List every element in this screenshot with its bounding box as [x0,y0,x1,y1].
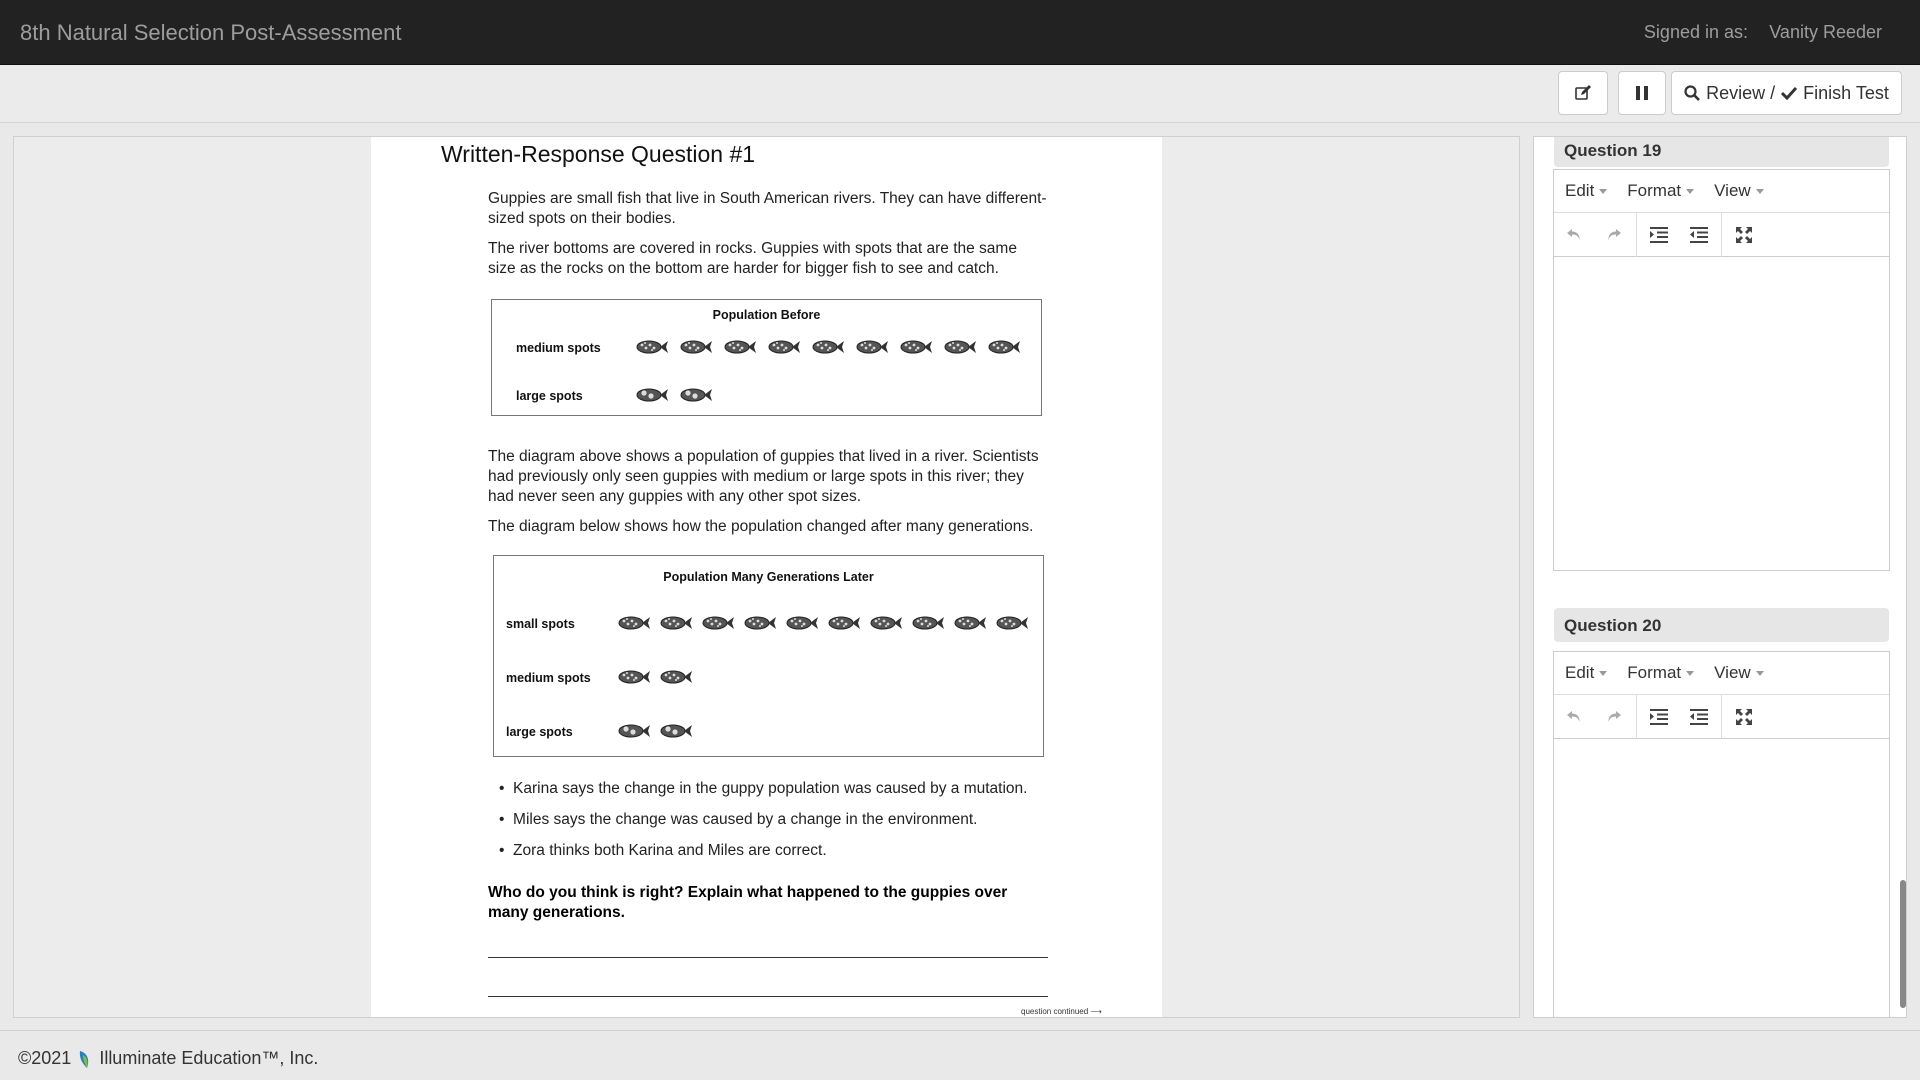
arrow-right-icon: ⟶ [1090,1007,1102,1016]
row-label: small spots [506,617,575,631]
guppy-fish-icon [660,724,693,738]
copyright: ©2021 [18,1048,72,1068]
row-label: medium spots [506,671,591,685]
intro-paragraph-1: Guppies are small fish that live in South American rivers. They can have different-sized spots on their bodies. [488,190,1047,227]
guppy-fish-icon [660,670,693,684]
guppy-fish-icon [680,340,713,354]
user-name[interactable]: Vanity Reeder [1769,22,1882,42]
indent-icon [1650,227,1668,243]
view-menu[interactable]: View [1714,181,1764,201]
guppy-fish-icon [812,340,845,354]
format-menu[interactable]: Format [1627,663,1694,683]
guppy-fish-icon [636,340,669,354]
fullscreen-button[interactable] [1724,695,1764,739]
editor-menubar [1554,652,1889,695]
guppy-fish-icon [744,616,777,630]
question-19-editor [1553,169,1890,571]
question-19-text-area[interactable] [1554,257,1889,570]
editor-toolbar [1554,695,1889,739]
finish-label: Finish Test [1803,82,1889,103]
question-prompt: Who do you think is right? Explain what happened to the guppies over many generations. [488,884,1008,921]
review-finish-button[interactable] [1671,71,1902,115]
document-viewer[interactable] [13,136,1520,1018]
guppy-fish-icon [912,616,945,630]
divider [1636,213,1637,257]
divider [1721,695,1722,739]
caret-down-icon [1686,189,1694,194]
guppy-fish-icon [828,616,861,630]
guppy-fish-icon [856,340,889,354]
indent-button[interactable] [1639,213,1679,257]
guppy-fish-icon [996,616,1029,630]
signed-in-label: Signed in as: [1643,22,1748,42]
notes-button[interactable] [1558,71,1608,115]
row-label: large spots [516,389,583,403]
guppy-fish-icon [870,616,903,630]
question-20-header: Question 20 [1554,608,1889,642]
undo-button[interactable] [1554,213,1594,257]
guppy-fish-icon [900,340,933,354]
population-after-diagram [493,555,1044,757]
bullet-item: • Zora thinks both Karina and Miles are correct. [499,842,827,859]
outdent-button[interactable] [1679,213,1719,257]
guppy-fish-icon [680,388,713,402]
redo-button[interactable] [1594,213,1634,257]
caret-down-icon [1756,189,1764,194]
caret-down-icon [1756,671,1764,676]
question-19-header: Question 19 [1554,136,1889,167]
undo-icon [1566,228,1582,242]
middle-paragraph-1: The diagram above shows a population of guppies that lived in a river. Scientists had previously only seen guppies with medium or large spots in this river; they had never seen any guppies with any other spot sizes. [488,448,1039,505]
editor-toolbar [1554,213,1889,257]
indent-button[interactable] [1639,695,1679,739]
diagram-title: Population Many Generations Later [663,570,874,584]
view-menu[interactable]: View [1714,663,1764,683]
redo-icon [1606,710,1622,724]
edit-icon [1574,84,1592,102]
fullscreen-button[interactable] [1724,213,1764,257]
answer-panel[interactable] [1533,136,1907,1018]
intro-paragraph-2: The river bottoms are covered in rocks. Guppies with spots that are the same size as the rocks on the bottom are harder for bigger fish to see and catch. [488,240,1017,277]
guppy-fish-icon [944,340,977,354]
app-title: 8th Natural Selection Post-Assessment [20,20,402,45]
top-navbar [0,0,1920,65]
question-continued-label: question continued ⟶ [1021,1007,1102,1016]
guppy-fish-icon [988,340,1021,354]
check-icon [1781,86,1797,100]
population-before-diagram [491,299,1042,416]
edit-menu[interactable]: Edit [1565,663,1607,683]
company-name[interactable]: Illuminate Education™, Inc. [99,1048,319,1068]
question-20-editor [1553,651,1890,1018]
footer-text [18,1048,318,1069]
guppy-fish-icon [618,616,651,630]
divider [1636,695,1637,739]
outdent-icon [1690,709,1708,725]
guppy-fish-icon [768,340,801,354]
review-label: Review / [1706,82,1776,103]
divider [1721,213,1722,257]
answer-line [488,957,1048,958]
guppy-fish-icon [786,616,819,630]
pause-button[interactable] [1618,71,1666,115]
caret-down-icon [1599,189,1607,194]
search-icon [1684,85,1700,101]
fullscreen-icon [1736,709,1752,725]
outdent-icon [1690,227,1708,243]
row-label: medium spots [516,341,601,355]
redo-button[interactable] [1594,695,1634,739]
guppy-fish-icon [636,388,669,402]
bullet-item: • Miles says the change was caused by a change in the environment. [499,811,978,828]
illuminate-logo-icon [77,1049,93,1069]
editor-menubar [1554,170,1889,213]
caret-down-icon [1599,671,1607,676]
side-panel-scrollbar[interactable] [1900,880,1906,1008]
outdent-button[interactable] [1679,695,1719,739]
fullscreen-icon [1736,227,1752,243]
format-menu[interactable]: Format [1627,181,1694,201]
undo-icon [1566,710,1582,724]
caret-down-icon [1686,671,1694,676]
document-page [371,137,1162,1018]
redo-icon [1606,228,1622,242]
guppy-fish-icon [618,724,651,738]
pause-icon [1634,85,1650,101]
row-label: large spots [506,725,573,739]
test-toolbar [0,65,1920,123]
guppy-fish-icon [660,616,693,630]
middle-paragraph-2: The diagram below shows how the population changed after many generations. [488,518,1034,535]
guppy-fish-icon [618,670,651,684]
question-20-text-area[interactable] [1554,739,1889,1018]
bullet-item: • Karina says the change in the guppy population was caused by a mutation. [499,780,1028,797]
undo-button[interactable] [1554,695,1594,739]
guppy-fish-icon [702,616,735,630]
guppy-fish-icon [724,340,757,354]
indent-icon [1650,709,1668,725]
question-title: Written-Response Question #1 [441,141,756,167]
guppy-fish-icon [954,616,987,630]
footer [0,1030,1920,1080]
answer-line [488,996,1048,997]
diagram-title: Population Before [712,308,821,322]
edit-menu[interactable]: Edit [1565,181,1607,201]
